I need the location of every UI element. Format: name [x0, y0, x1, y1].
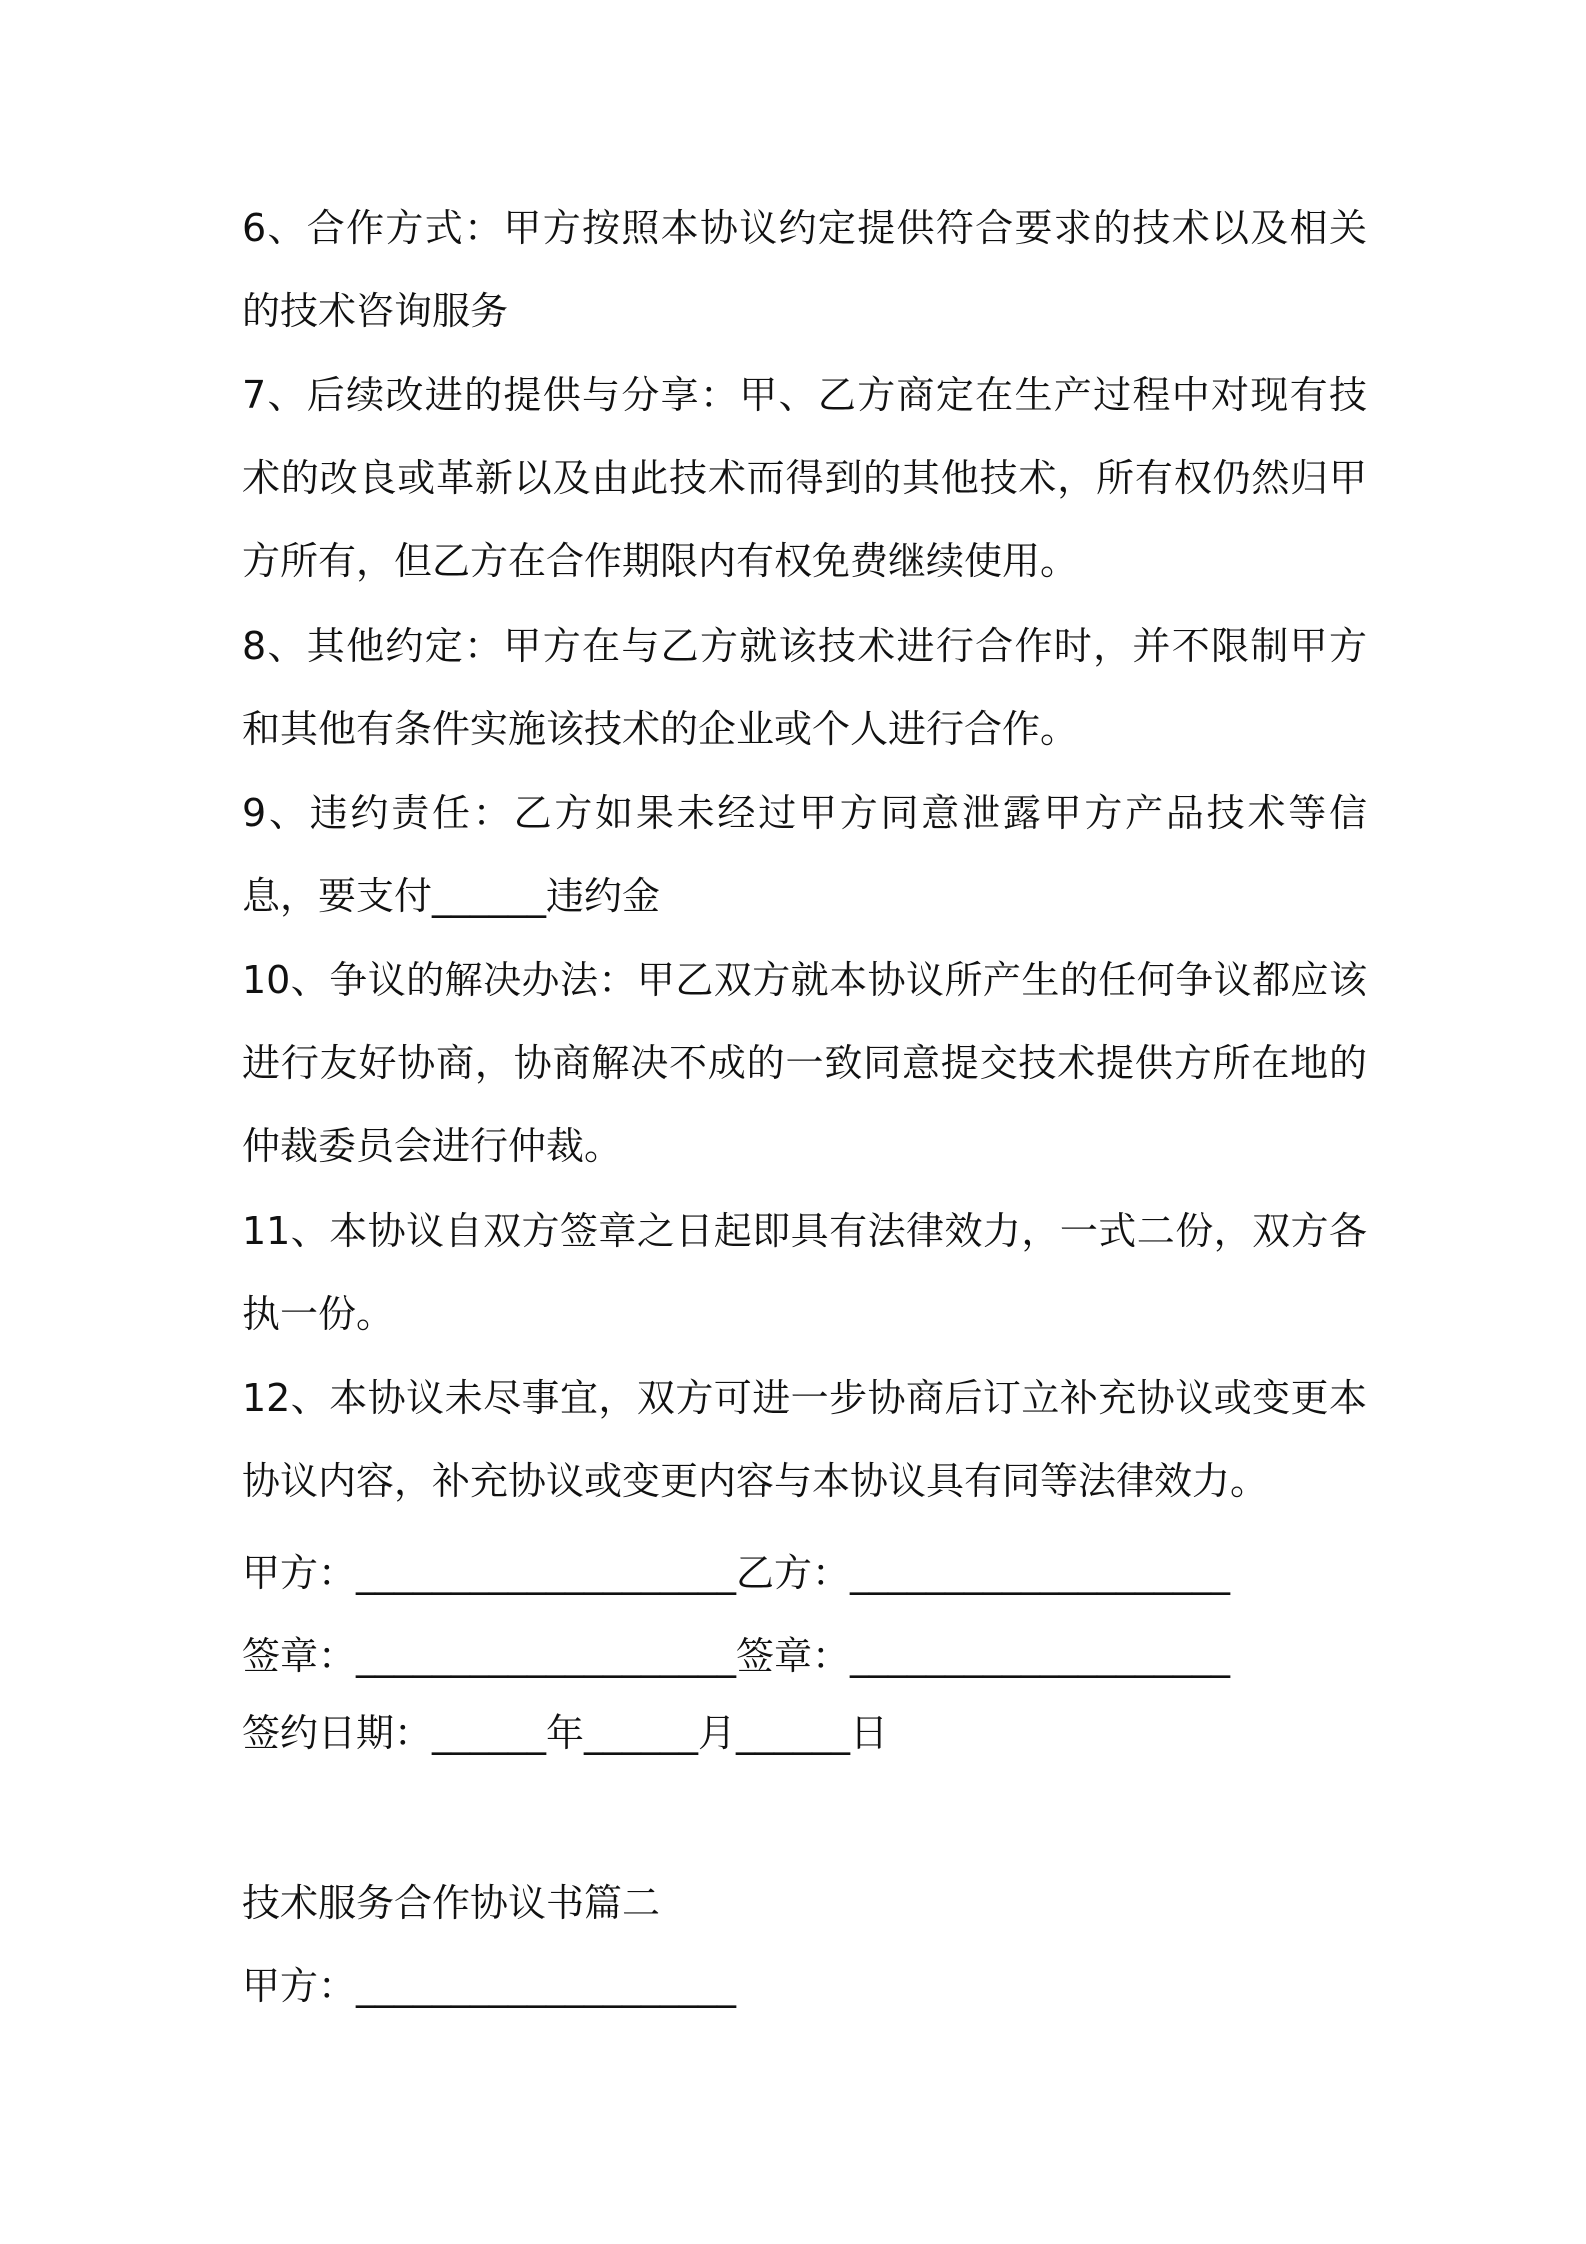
signature-seal-line: 签章：____________________签章：____________________ — [242, 1634, 1231, 1678]
clause-12: 12、本协议未尽事宜，双方可进一步协商后订立补充协议或变更本协议内容，补充协议或变更内容与本协议具有同等法律效力。 — [242, 1376, 1367, 1503]
section-party-a-line: 甲方：____________________ — [242, 1964, 737, 2008]
clause-10: 10、争议的解决办法：甲乙双方就本协议所产生的任何争议都应该进行友好协商，协商解决不成的一致同意提交技术提供方所在地的仲裁委员会进行仲裁。 — [242, 958, 1367, 1168]
clause-9: 9、违约责任：乙方如果未经过甲方同意泄露甲方产品技术等信息，要支付______违约金 — [242, 791, 1367, 918]
clause-6: 6、合作方式：甲方按照本协议约定提供符合要求的技术以及相关的技术咨询服务 — [242, 206, 1367, 333]
signature-party-line: 甲方：____________________乙方：____________________ — [242, 1551, 1231, 1595]
clause-11: 11、本协议自双方签章之日起即具有法律效力，一式二份，双方各执一份。 — [242, 1209, 1367, 1336]
section-title: 技术服务合作协议书篇二 — [242, 1881, 661, 1925]
signature-date-line: 签约日期：______年______月______日 — [242, 1711, 889, 1755]
clause-8: 8、其他约定：甲方在与乙方就该技术进行合作时，并不限制甲方和其他有条件实施该技术的企业或个人进行合作。 — [242, 624, 1367, 751]
clause-7: 7、后续改进的提供与分享：甲、乙方商定在生产过程中对现有技术的改良或革新以及由此技术而得到的其他技术，所有权仍然归甲方所有，但乙方在合作期限内有权免费继续使用。 — [242, 373, 1367, 583]
